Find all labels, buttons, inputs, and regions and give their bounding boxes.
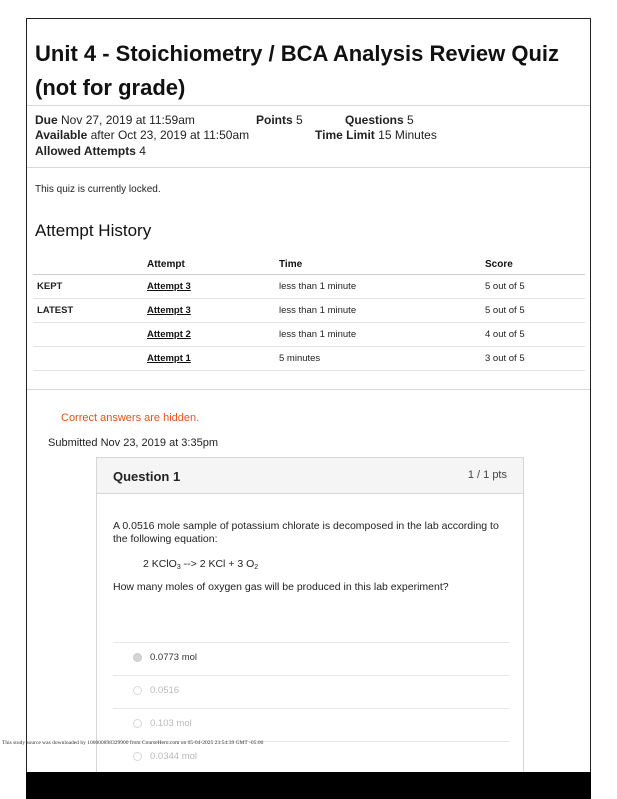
column-header	[33, 255, 143, 274]
bottom-bar	[26, 772, 591, 799]
attempt-label: KEPT	[33, 274, 143, 298]
locked-note: This quiz is currently locked.	[35, 184, 161, 195]
attempt-link[interactable]: Attempt 2	[147, 328, 191, 340]
question-ask: How many moles of oxygen gas will be produced in this lab experiment?	[113, 581, 449, 593]
answer-option[interactable]	[113, 675, 509, 708]
attempt-score: 5 out of 5	[481, 274, 585, 298]
table-header-row	[33, 255, 585, 274]
answer-text: 0.103 mol	[150, 718, 192, 729]
question-title: Question 1	[113, 469, 181, 484]
answer-option[interactable]	[113, 642, 509, 675]
attempt-label: LATEST	[33, 298, 143, 322]
radio-button[interactable]	[133, 719, 142, 728]
answers-hidden-note: Correct answers are hidden.	[61, 412, 200, 424]
table-row	[33, 298, 585, 322]
attempt-time: 5 minutes	[275, 346, 481, 370]
attempt-label	[33, 322, 143, 346]
page-title	[35, 37, 580, 105]
attempt-time: less than 1 minute	[275, 298, 481, 322]
table-row	[33, 274, 585, 298]
answer-text: 0.0773 mol	[150, 652, 198, 663]
page-title-line2: (not for grade)	[35, 75, 186, 100]
page-title-line1: Unit 4 - Stoichiometry / BCA Analysis Review Quiz	[35, 41, 560, 66]
table-row	[33, 322, 585, 346]
attempt-score: 5 out of 5	[481, 298, 585, 322]
available-date: Available after Oct 23, 2019 at 11:50am	[35, 128, 250, 142]
question-points: 1 / 1 pts	[467, 469, 507, 481]
answer-list	[113, 642, 509, 774]
allowed-attempts: Allowed Attempts 4	[35, 144, 146, 158]
quiz-page	[26, 18, 591, 774]
attempt-score: 3 out of 5	[481, 346, 585, 370]
radio-button[interactable]	[133, 686, 142, 695]
question-card	[96, 457, 524, 774]
question-prompt: A 0.0516 mole sample of potassium chlorate is decomposed in the lab according to the following equation:	[113, 520, 499, 545]
column-header: Score	[481, 255, 585, 274]
table-row	[33, 346, 585, 370]
radio-button[interactable]	[133, 653, 142, 662]
divider	[27, 167, 590, 168]
questions-info: Questions 5	[345, 113, 414, 127]
points-info: Points 5	[256, 113, 303, 127]
chemical-equation: 2 KClO$_3$ --> 2 KCl + 3 $O_2$	[143, 558, 259, 571]
attempt-link[interactable]: Attempt 3	[147, 280, 191, 292]
download-source-note: This study source was downloaded by 100000898329900 from CourseHero.com on 05-04-2025 23:54:39 GMT -05:00	[2, 740, 264, 746]
answer-option[interactable]	[113, 708, 509, 741]
attempt-time: less than 1 minute	[275, 322, 481, 346]
due-date: Due Nov 27, 2019 at 11:59am	[35, 113, 195, 127]
answer-text: 0.0344 mol	[150, 751, 198, 762]
column-header: Attempt	[143, 255, 275, 274]
submitted-timestamp: Submitted Nov 23, 2019 at 3:35pm	[48, 437, 218, 449]
attempt-score: 4 out of 5	[481, 322, 585, 346]
attempt-link[interactable]: Attempt 1	[147, 352, 191, 364]
question-header	[97, 458, 523, 494]
time-limit: Time Limit 15 Minutes	[315, 128, 437, 142]
attempt-time: less than 1 minute	[275, 274, 481, 298]
attempt-history-table	[33, 255, 585, 371]
attempt-link[interactable]: Attempt 3	[147, 304, 191, 316]
column-header: Time	[275, 255, 481, 274]
divider	[27, 105, 590, 106]
radio-button[interactable]	[133, 752, 142, 761]
divider	[27, 389, 590, 390]
answer-text: 0.0516	[150, 685, 180, 696]
attempt-label	[33, 346, 143, 370]
attempt-history-title: Attempt History	[35, 221, 152, 240]
